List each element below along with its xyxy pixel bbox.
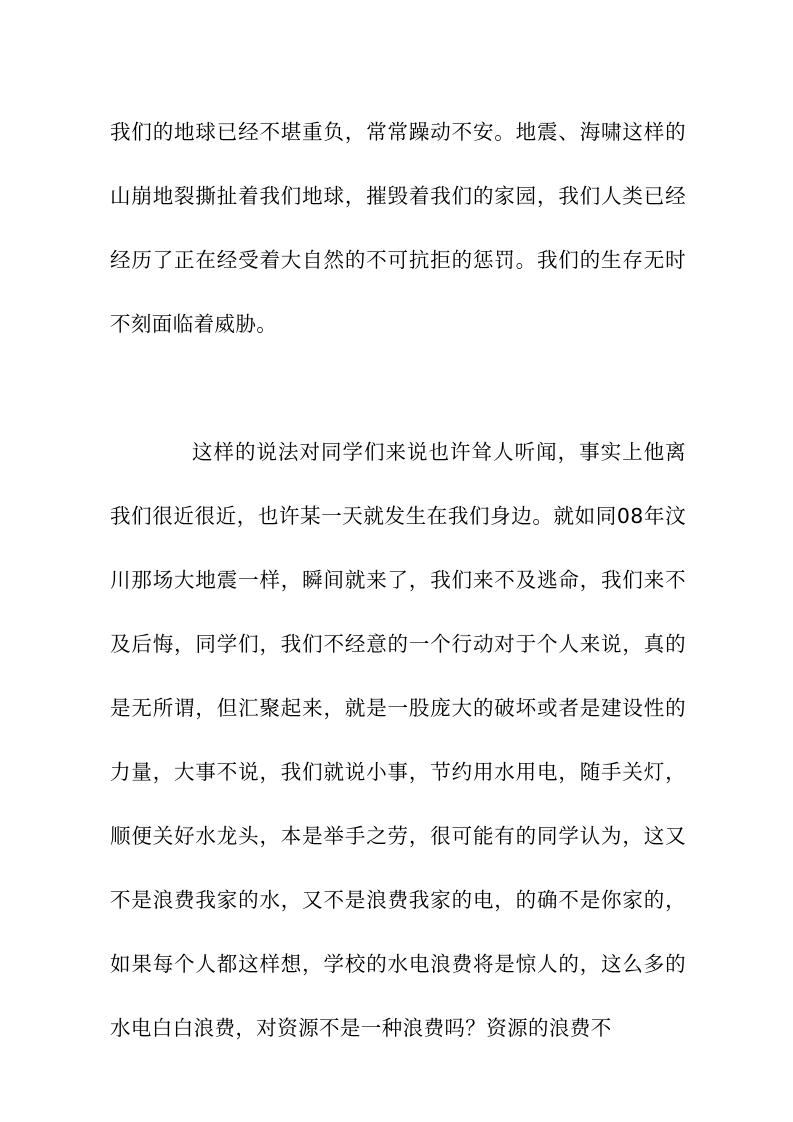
document-body xyxy=(110,100,686,1060)
paragraph-spacer xyxy=(110,356,686,420)
paragraph-1: 我们的地球已经不堪重负，常常躁动不安。地震、海啸这样的山崩地裂撕扯着我们地球，摧毁着我们的家园，我们人类已经经历了正在经受着大自然的不可抗拒的惩罚。我们的生存无时不刻面临着威胁。 xyxy=(110,120,686,336)
paragraph-2: 这样的说法对同学们来说也许耸人听闻，事实上他离我们很近很近，也许某一天就发生在我们身边。就如同08年汶川那场大地震一样，瞬间就来了，我们来不及逃命，我们来不及后悔，同学们，我们不经意的一个行动对于个人来说，真的是无所谓，但汇聚起来，就是一股庞大的破坏或者是建设性的力量，大事不说，我们就说小事，节约用水用电，随手关灯，顺便关好水龙头，本是举手之劳，很可能有的同学认为，这又不是浪费我家的水，又不是浪费我家的电，的确不是你家的，如果每个人都这样想，学校的水电浪费将是惊人的，这么多的水电白白浪费，对资源不是一种浪费吗？资源的浪费不 xyxy=(110,440,686,1040)
